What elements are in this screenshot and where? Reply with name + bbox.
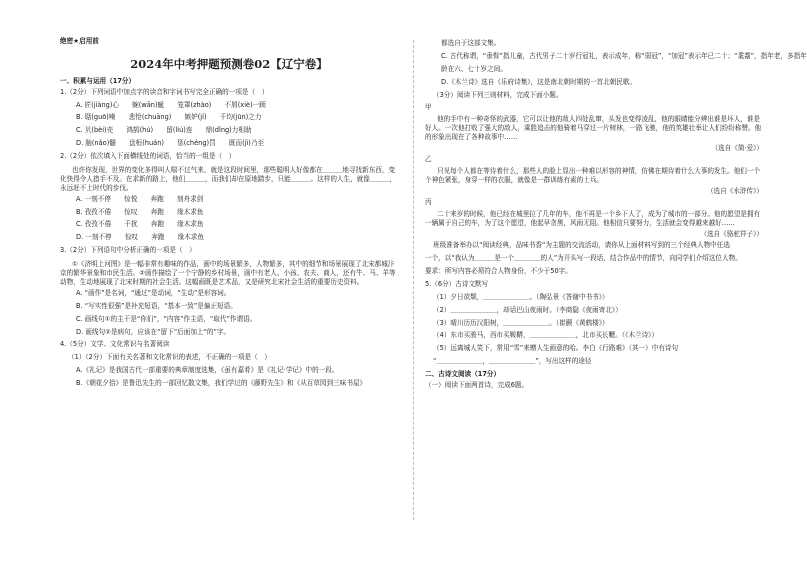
q2-option-b: B. 孜孜不倦 惊叹 奔跑 缘木求鱼 — [76, 207, 204, 216]
exam-title: 2024年中考押题预测卷02【辽宁卷】 — [130, 56, 328, 71]
material-bing-label: 丙 — [425, 198, 432, 207]
q4-option-b: B.《朝花夕拾》是鲁迅先生的一部回忆散文集，我们学过的《藤野先生》和《从百草园到三味书屋》 — [76, 379, 367, 388]
section-2-subheading: （一）阅读下面两首诗，完成6题。 — [425, 380, 529, 389]
confidential-mark: 绝密★启用前 — [60, 37, 99, 45]
section-2-heading: 二、古诗文阅读（17分） — [425, 370, 501, 379]
q4-option-c-cont: 龄在六、七十岁之间。 — [441, 64, 507, 73]
q1-option-c: C. 贝(bèi)壳 鸿鹄(hú) 留(liú)连 鼎(dǐng)力相助 — [76, 126, 252, 135]
material-yi-source: （选自《水浒传》） — [706, 186, 763, 195]
q4-option-d: D.《木兰诗》选自《乐府诗集》，这是南北朝时期的一首北朝民歌。 — [441, 77, 637, 86]
q1-option-b: B. 聒(guō)噪 悲怆(chuàng) 嫉妒(jí) 千均(jūn)之力 — [76, 113, 262, 122]
question-5-stem: 5.（6分）古诗文默写 — [425, 279, 489, 288]
question-2-stem: 2.（2分）依次填入下面横线处的词语，恰当的一组是（ ） — [60, 152, 236, 161]
q3-option-d: D. 画线句②是病句，应该在“留下”后面加上“的”字。 — [76, 327, 231, 336]
question-4-stem: 4.（5分）文学、文化常识与名著阅读 — [60, 340, 170, 349]
question-3-stem: 3.（2分）下列语句中分析正确的一项是（ ） — [60, 246, 196, 255]
material-bing — [425, 210, 763, 228]
column-divider — [413, 40, 414, 520]
q2-option-a: A. 一刻不停 惊悦 奔跑 刻舟求剑 — [76, 194, 204, 203]
q4-sub2-stem: （3分）阅读下列三则材料，完成下面小题。 — [433, 90, 563, 99]
q5-line-4: （4）东市买骏马，西市买鞍鞯，＿＿＿＿＿＿＿，北市买长鞭。（《木兰诗》） — [433, 331, 659, 340]
q4-option-a: A.《礼记》是我国古代一部重要的典章制度选集，《虽有嘉肴》是《礼记·学记》中的一段。 — [76, 366, 339, 375]
q5-line-5: （5）远离城人笑下，常用“雪”来赠人生画意的哈。李白《行路难》（其一）中有诗句 — [433, 344, 679, 353]
q3-passage — [60, 260, 398, 287]
material-yi-label: 乙 — [425, 155, 432, 164]
q2-passage — [60, 166, 398, 193]
task-line-3: 要求：所写内容必须符合人物身份，不少于50字。 — [425, 267, 572, 276]
q1-option-a: A. 匠(jiàng)心 蜿(wān)蜒 笼罩(zhào) 不屑(xiè)一顾 — [76, 100, 266, 109]
material-yi — [425, 167, 763, 185]
task-line-1: 班级准备举办以“阅读经典，品味书香”为主题的交流活动，请你从上面材料写到的三个经典人物中任选 — [433, 241, 730, 250]
material-jia-text: 他的手中有一种奇怪的武器，它可以让他的敌人四处乱窜，头发也变得凌乱，他的眼睛能分辨出谁是坏人，谁是好人。一次他打败了强大的敌人，乘胜追击的他骑着马穿过一片树林，一路飞驰，他的英雄壮举让人们纷纷称赞。他的形象出现在了各种故事中…… — [425, 115, 762, 141]
q3-option-a: A. “画作”是名词，“通过”是动词，“生动”是形容词。 — [76, 288, 231, 297]
material-jia — [425, 115, 763, 142]
question-1-stem: 1.（2分）下列词语中加点字的读音和字词书写完全正确的一项是（ ） — [60, 87, 269, 96]
q1-option-d: D. 脑(nǎo)髓 盘桓(huán) 惩(chéng)罚 既而(jì)乃至 — [76, 139, 265, 148]
section-heading: 一、积累与运用（17分） — [60, 77, 136, 86]
q3-passage-text: ①《济明上河图》是一幅非常有趣味的作品，画中的场景繁多，人物繁多，其中的细节和场景展现了北宋都城汴京的繁华景象和市民生活。②画作描绘了一个宁静的乡村场景，画中有老人、小孩、农夫、商人，还有牛、马、羊等动物，生动地展现了北宋时期的社会生活。这幅画既是艺术品，又是研究北宋社会生活的重要历史资料。 — [60, 260, 396, 286]
q2-option-c: C. 孜孜不倦 干扰 奔跑 缘木求鱼 — [76, 220, 204, 229]
material-yi-text: 只见每个人都在等待着什么，那些人的脸上显出一种难以形容的神情，仿佛在期待着什么大事的发生。他们一个个神色紧张，身穿一样的衣服，就像是一群训练有素的士兵。 — [425, 166, 761, 184]
q5-line-2: （2）＿＿＿＿＿＿＿，却话巴山夜雨时。（李商隐《夜雨寄北》） — [433, 305, 622, 314]
right-column — [425, 39, 807, 395]
material-jia-source: （选自《简·爱》） — [711, 143, 763, 152]
q3-option-c: C. 画线句①的主干是“你们”，“内容”作主语，“取代”作谓语。 — [76, 314, 257, 323]
q5-line-1: （1）夕日欲颓，＿＿＿＿＿＿＿。（陶弘景《答谢中书书》） — [433, 292, 609, 301]
q4-option-b-cont: 都选自于这部文集。 — [441, 39, 501, 47]
q2-option-d: D. 一刻不停 惊叹 奔跑 缘木求鱼 — [76, 233, 204, 242]
task-line-2: 一个，以“我认为＿＿＿是一个＿＿＿＿的人”为开头写一段话，结合作品中的情节，向同学们介绍这位人物。 — [425, 254, 742, 263]
left-column — [60, 38, 398, 393]
q3-option-b: B. “写实性很强”是补充短语，“基本一致”是偏正短语。 — [76, 301, 237, 310]
q4-sub1-stem: （1）（2分）下面有关名著和文化常识的表述，不正确的一项是（ ） — [68, 353, 271, 362]
q5-line-3: （3）晴川历历汉阳树，＿＿＿＿＿＿＿。（崔颢《黄鹤楼》） — [433, 318, 609, 327]
material-bing-source: （选自《骆驼祥子》） — [700, 229, 763, 238]
q4-option-c: C. 古代称谓，“垂髫”指儿童，古代男子二十岁行冠礼，表示成年，称“弱冠”，“加冠”表示年已二十；“耄耋”，指年老，多指年 — [441, 51, 807, 60]
material-bing-text: 二十来岁的时候，他已经在城里拉了几年的车，他不再是一个乡下人了，成为了城市的一部分。他的愿望是拥有一辆属于自己的车，为了这个愿望，他起早贪黑，风雨无阻。他相信只要努力，生活就会变得越来越好…… — [425, 209, 761, 227]
q5-line-6: “＿＿＿＿＿＿＿，＿＿＿＿＿＿＿”，写出这样的途径 — [433, 357, 592, 366]
material-jia-label: 甲 — [425, 103, 432, 112]
q2-passage-text: 也许你发现，世界的变化多得叫人喘不过气来，就是这段时间里，那些聪明人好像都在＿＿＿地寻找新东西，变化快得令人措手不及。在求新的路上，他们＿＿＿，而我们却在原地踏步，只能＿＿＿。这样的人生，就像＿＿＿，永远赶不上时代的步伐。 — [60, 166, 397, 192]
